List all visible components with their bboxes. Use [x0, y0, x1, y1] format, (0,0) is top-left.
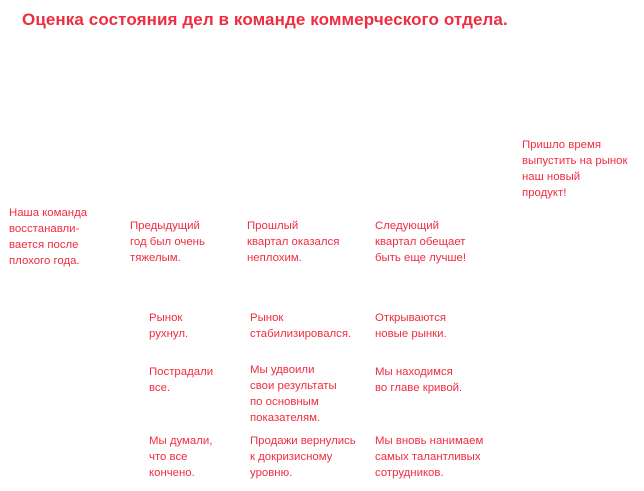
stage-note-previous-year: Предыдущий год был очень тяжелым.	[130, 220, 205, 264]
detail-note: Продажи вернулись к докризисному уровню.	[250, 435, 356, 479]
stage-note-recovery: Наша команда восстанавли- вается после плохого года.	[9, 207, 88, 267]
detail-note: Рынок стабилизировался.	[250, 312, 352, 340]
detail-note: Мы удвоили свои результаты по основным показателям.	[250, 364, 337, 424]
stage-note-next-quarter: Следующий квартал обещает быть еще лучше!	[375, 220, 467, 264]
page-title: Оценка состояния дел в команде коммерческого отдела.	[22, 10, 508, 29]
detail-note: Рынок рухнул.	[149, 312, 189, 340]
detail-note: Мы находимся во главе кривой.	[375, 366, 463, 394]
detail-note: Мы думали, что все кончено.	[149, 435, 213, 479]
stage-note-last-quarter: Прошлый квартал оказался неплохим.	[247, 220, 340, 264]
stage-note-new-product: Пришло время выпустить на рынок наш новый продукт!	[522, 139, 628, 199]
detail-note: Мы вновь нанимаем самых талантливых сотрудников.	[375, 435, 484, 479]
detail-note: Пострадали все.	[149, 366, 214, 394]
detail-note: Открываются новые рынки.	[375, 312, 447, 340]
